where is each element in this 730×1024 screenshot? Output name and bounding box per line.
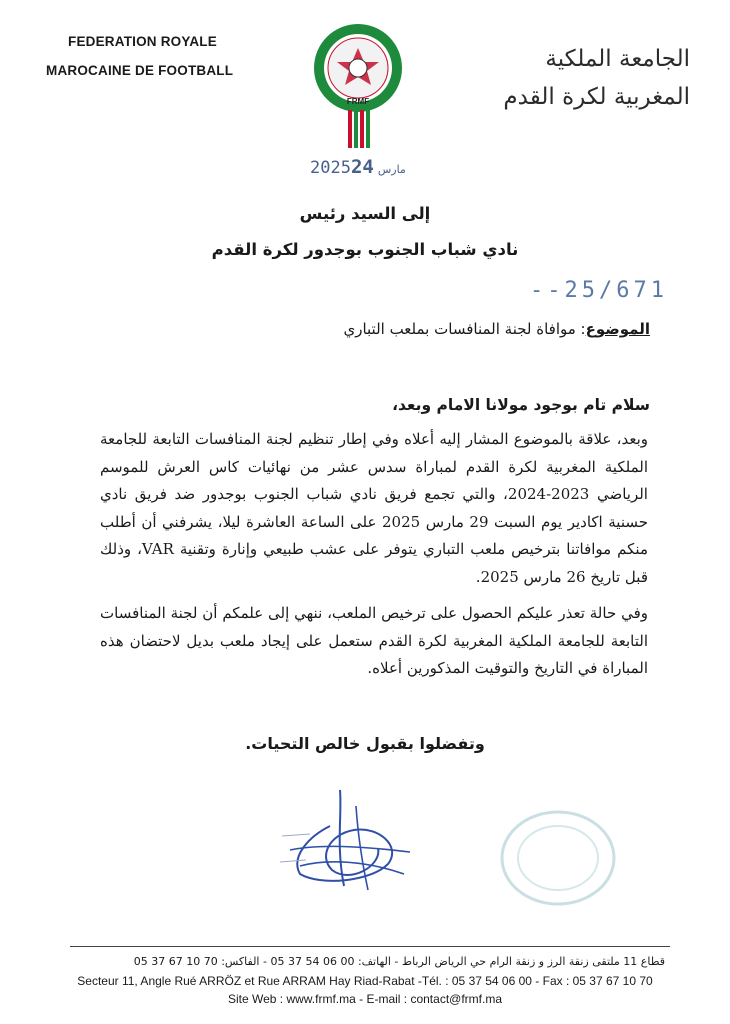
date-stamp	[310, 156, 410, 178]
footer-web: Site Web : www.frmf.ma - E-mail : contact@frmf.ma	[227, 992, 502, 1006]
date-month: مارس	[377, 163, 406, 176]
footer-address-ar: قطاع 11 ملتقى زنقة الرز و زنقة الرام حي الرياض الرباط - الهاتف: 00 06 54 37 05 - الفاكس: 70 10 67 37 05	[133, 955, 665, 968]
recipient-club: نادي شباب الجنوب بوجدور لكرة القدم	[211, 240, 519, 259]
body-paragraph-1: وبعد، علاقة بالموضوع المشار إليه أعلاه وفي إطار تنظيم لجنة المنافسات التابعة للجامعة الملكية المغربية لكرة القدم لمباراة سدس عشر من نهائيات كاس العرش للموسم الرياضي 2023-2024، والتي تجمع فريق نادي شباب الجنوب بوجدور ضد فريق نادي حسنية اكادير يوم السبت 29 مارس 2025 على الساعة العاشرة ليلا، يشرفني أن أطلب منكم موافاتنا بترخيص ملعب التباري يتوفر على عشب طبيعي وإنارة وتقنية VAR، وذلك قبل تاريخ 26 مارس 2025.	[100, 430, 648, 586]
org-name-fr-line2: MAROCAINE DE FOOTBALL	[46, 63, 234, 78]
date-year: 2025	[310, 158, 351, 178]
subject-label: الموضوع	[585, 320, 650, 338]
footer-address-fr: Secteur 11, Angle Rué ARRÖZ et Rue ARRAM Hay Riad-Rabat -Tél. : 05 37 54 06 00 - Fax : 05 37 67 10 70	[77, 974, 653, 988]
recipient-title: إلى السيد رئيس	[299, 204, 431, 223]
body-paragraph-2: وفي حالة تعذر عليكم الحصول على ترخيص الملعب، ننهي إلى علمكم أن لجنة المنافسات التابعة للجامعة الملكية المغربية لكرة القدم ستعمل على إيجاد ملعب بديل لاحتضان هذه المباراة في التاريخ والتوقيت المذكورين أعلاه.	[100, 604, 648, 677]
org-name-ar-line2: المغربية لكرة القدم	[503, 84, 690, 110]
frmf-logo	[308, 22, 408, 152]
signature	[270, 786, 420, 896]
org-name-fr-line1: FEDERATION ROYALE	[68, 34, 217, 49]
official-stamp	[498, 808, 618, 908]
closing-line: وتفضلوا بقبول خالص التحيات.	[245, 734, 485, 753]
greeting: سلام تام بوجود مولانا الامام وبعد،	[392, 396, 650, 414]
subject-text: : موافاة لجنة المنافسات بملعب التباري	[343, 320, 586, 338]
logo-label: FRMF	[346, 97, 370, 106]
subject-line	[343, 320, 650, 338]
footer-divider	[70, 946, 670, 947]
org-name-ar-line1: الجامعة الملكية	[545, 46, 690, 72]
org-name-fr	[46, 34, 234, 92]
date-day: 24	[350, 156, 374, 178]
org-name-ar	[490, 40, 690, 116]
reference-number: --25/671	[530, 278, 668, 303]
